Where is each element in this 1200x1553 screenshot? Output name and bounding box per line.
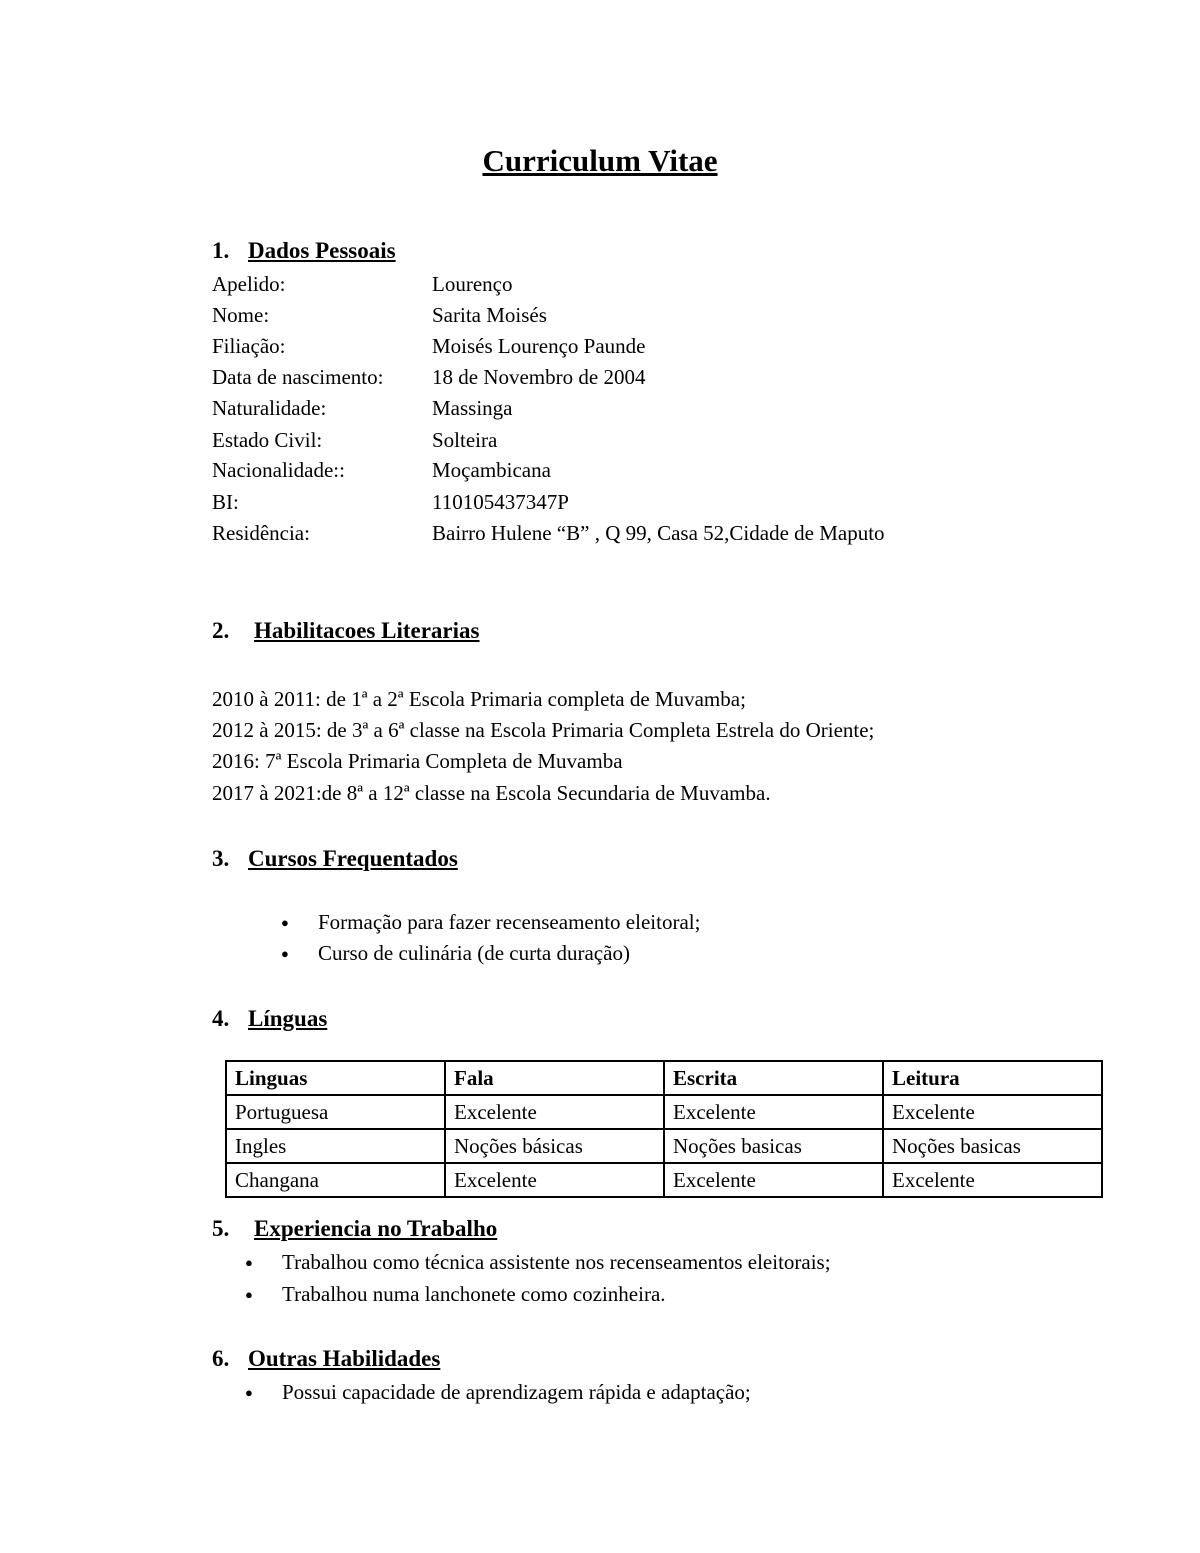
table-header-row [226, 1061, 1102, 1095]
field-label: Filiação: [212, 334, 286, 358]
section-heading-education [212, 618, 480, 643]
table-cell: Excelente [445, 1095, 664, 1129]
table-header-cell: Escrita [664, 1061, 883, 1095]
field-value: Bairro Hulene “B” , Q 99, Casa 52,Cidade de Maputo [432, 521, 885, 545]
table-cell: Ingles [226, 1129, 445, 1163]
table-cell: Noções básicas [445, 1129, 664, 1163]
field-value: Solteira [432, 428, 498, 452]
section-title: Habilitacoes Literarias [254, 618, 480, 643]
table-cell: Portuguesa [226, 1095, 445, 1129]
section-heading-experience [212, 1216, 497, 1241]
section-heading-skills [212, 1346, 440, 1371]
document-title: Curriculum Vitae [482, 143, 718, 178]
field-label: Nome: [212, 303, 270, 327]
field-value: 110105437347P [432, 490, 569, 514]
section-title: Dados Pessoais [248, 238, 396, 263]
bullet-icon: ● [281, 946, 289, 961]
section-number: 5. [212, 1216, 230, 1241]
section-title: Línguas [248, 1006, 328, 1031]
bullet-icon: ● [281, 915, 289, 930]
field-value: Sarita Moisés [432, 303, 547, 327]
table-header-cell: Leitura [883, 1061, 1102, 1095]
table-cell: Excelente [445, 1163, 664, 1197]
field-label: Apelido: [212, 272, 286, 296]
field-label: BI: [212, 490, 239, 514]
table-row [226, 1095, 1102, 1129]
field-value: Lourenço [432, 272, 513, 296]
field-label: Nacionalidade:: [212, 458, 345, 482]
table-header-cell: Fala [445, 1061, 664, 1095]
education-entry: 2012 à 2015: de 3ª a 6ª classe na Escola Primaria Completa Estrela do Oriente; [212, 718, 875, 742]
table-row [226, 1129, 1102, 1163]
section-number: 2. [212, 618, 230, 643]
section-heading-courses [212, 846, 458, 871]
section-heading-personal [212, 238, 396, 263]
bullet-icon: ● [245, 1255, 253, 1270]
field-value: Massinga [432, 396, 513, 420]
skill-item: Possui capacidade de aprendizagem rápida e adaptação; [282, 1380, 751, 1404]
course-item: Curso de culinária (de curta duração) [318, 941, 630, 965]
education-entry: 2017 à 2021:de 8ª a 12ª classe na Escola Secundaria de Muvamba. [212, 781, 771, 805]
field-value: Moçambicana [432, 458, 551, 482]
table-cell: Excelente [883, 1163, 1102, 1197]
education-entry: 2010 à 2011: de 1ª a 2ª Escola Primaria completa de Muvamba; [212, 687, 746, 711]
education-entry: 2016: 7ª Escola Primaria Completa de Muvamba [212, 749, 623, 773]
field-label: Naturalidade: [212, 396, 327, 420]
bullet-icon: ● [245, 1385, 253, 1400]
experience-item: Trabalhou como técnica assistente nos recenseamentos eleitorais; [282, 1250, 831, 1274]
table-cell: Changana [226, 1163, 445, 1197]
section-number: 1. [212, 238, 230, 263]
section-title: Cursos Frequentados [248, 846, 458, 871]
table-cell: Noções basicas [883, 1129, 1102, 1163]
field-value: 18 de Novembro de 2004 [432, 365, 646, 389]
table-row [226, 1163, 1102, 1197]
field-label: Residência: [212, 521, 310, 545]
table-cell: Excelente [664, 1163, 883, 1197]
table-cell: Excelente [664, 1095, 883, 1129]
languages-table [225, 1060, 1103, 1198]
section-title: Outras Habilidades [248, 1346, 441, 1371]
section-number: 3. [212, 846, 230, 871]
bullet-icon: ● [245, 1287, 253, 1302]
section-number: 6. [212, 1346, 230, 1371]
table-cell: Noções basicas [664, 1129, 883, 1163]
course-item: Formação para fazer recenseamento eleitoral; [318, 910, 701, 934]
field-label: Data de nascimento: [212, 365, 384, 389]
table-header-cell: Linguas [226, 1061, 445, 1095]
section-number: 4. [212, 1006, 230, 1031]
table-cell: Excelente [883, 1095, 1102, 1129]
section-heading-languages [212, 1006, 327, 1031]
field-label: Estado Civil: [212, 428, 323, 452]
section-title: Experiencia no Trabalho [254, 1216, 498, 1241]
field-value: Moisés Lourenço Paunde [432, 334, 646, 358]
experience-item: Trabalhou numa lanchonete como cozinheira. [282, 1282, 666, 1306]
